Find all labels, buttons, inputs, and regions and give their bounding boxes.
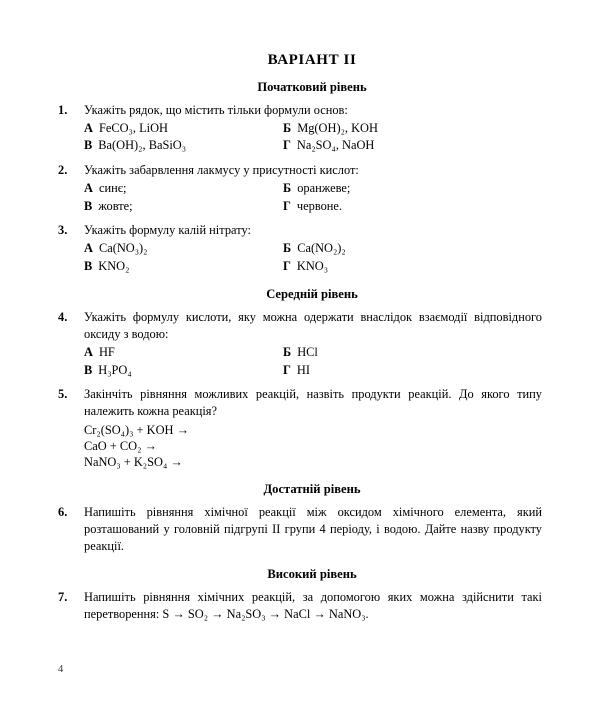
question-6-number: 6. — [58, 505, 68, 520]
option-letter: Г — [283, 138, 291, 153]
option-letter: А — [84, 180, 93, 195]
question-4 — [58, 309, 542, 379]
option-letter: Б — [283, 180, 292, 195]
option-text: H₃PO₄ — [98, 362, 132, 377]
option-text: FeCO₃, LiOH — [98, 120, 168, 135]
chemical-equation: NaNO₃ + K₂SO₄ → — [84, 455, 183, 470]
option-text: жовте; — [98, 198, 133, 213]
option-v[interactable] — [84, 137, 283, 155]
option-letter: А — [84, 344, 93, 359]
question-2 — [58, 162, 542, 215]
question-1-body — [84, 102, 542, 155]
level-heading-sufficient: Достатній рівень — [263, 482, 361, 497]
question-4-number: 4. — [58, 310, 68, 325]
option-v[interactable] — [84, 258, 283, 276]
question-1-stem: Укажіть рядок, що містить тільки формули основ: — [84, 103, 348, 117]
option-text: Ba(OH)₂, BaSiO₃ — [98, 138, 187, 153]
option-text: синє; — [98, 180, 127, 195]
question-6 — [58, 504, 542, 555]
question-2-options — [84, 180, 542, 215]
option-a[interactable] — [84, 120, 283, 138]
option-b[interactable] — [283, 344, 542, 362]
level-heading-beginner: Початковий рівень — [257, 80, 367, 94]
question-5-equations — [84, 422, 542, 470]
question-5 — [58, 386, 542, 470]
question-6-body — [84, 504, 542, 555]
question-2-stem: Укажіть забарвлення лакмусу у присутності кислот: — [84, 163, 359, 178]
question-1-number: 1. — [58, 103, 68, 117]
level-heading-middle: Середній рівень — [266, 287, 358, 302]
question-4-options — [84, 344, 542, 379]
question-3-number: 3. — [58, 223, 68, 238]
option-letter: В — [84, 198, 93, 213]
option-text: Ca(NO₃)₂ — [98, 241, 148, 256]
question-7-number: 7. — [58, 589, 68, 604]
question-7 — [58, 589, 542, 623]
question-4-stem: Укажіть формулу кислоти, яку можна одержати внаслідок взаємодії відповідного оксиду з водою: — [84, 310, 542, 342]
option-letter: Г — [283, 258, 291, 273]
option-row — [84, 120, 542, 138]
option-a[interactable] — [84, 180, 283, 198]
option-row — [84, 362, 542, 380]
question-5-number: 5. — [58, 387, 68, 402]
option-text: HCl — [297, 344, 318, 359]
level-heading-high: Високий рівень — [267, 566, 357, 581]
option-letter: В — [84, 138, 93, 153]
question-3 — [58, 222, 542, 275]
option-letter: Г — [283, 198, 291, 213]
option-text: KNO₃ — [296, 258, 329, 273]
option-text: червоне. — [296, 198, 343, 213]
option-g[interactable] — [283, 137, 542, 155]
option-row — [84, 180, 542, 198]
option-v[interactable] — [84, 198, 283, 216]
option-row — [84, 240, 542, 258]
option-text: HF — [98, 344, 115, 359]
option-letter: Б — [283, 120, 292, 135]
question-5-body — [84, 386, 542, 470]
option-b[interactable] — [283, 120, 542, 138]
option-letter: В — [84, 362, 93, 377]
option-v[interactable] — [84, 362, 283, 380]
question-3-stem: Укажіть формулу калій нітрату: — [84, 223, 251, 238]
question-2-number: 2. — [58, 163, 68, 178]
option-g[interactable] — [283, 198, 542, 216]
option-row — [84, 258, 542, 276]
option-letter: А — [84, 241, 93, 256]
option-b[interactable] — [283, 240, 542, 258]
question-5-stem: Закінчіть рівняння можливих реакцій, назвіть продукти реакцій. До якого типу належить кожна реакція? — [84, 387, 542, 419]
option-letter: В — [84, 258, 93, 273]
option-text: Ca(NO₂)₂ — [297, 241, 346, 256]
option-b[interactable] — [283, 180, 542, 198]
option-g[interactable] — [283, 362, 542, 380]
question-3-options — [84, 240, 542, 275]
question-4-body — [84, 309, 542, 379]
option-letter: А — [84, 120, 93, 135]
question-1 — [58, 102, 542, 155]
option-letter: Б — [283, 241, 292, 256]
option-g[interactable] — [283, 258, 542, 276]
option-text: Mg(OH)₂, KOH — [297, 120, 378, 135]
option-a[interactable] — [84, 240, 283, 258]
page-number: 4 — [58, 664, 64, 675]
option-text: Na₂SO₄, NaOH — [296, 138, 375, 153]
question-7-stem: Напишіть рівняння хімічних реакцій, за допомогою яких можна здійснити такі перетворення: S → SO₂ → Na₂SO₃ → NaCl → NaNO₃. — [84, 589, 542, 621]
option-text: KNO₂ — [98, 258, 130, 273]
question-7-body — [84, 589, 542, 623]
option-a[interactable] — [84, 344, 283, 362]
option-text: HI — [296, 362, 310, 377]
page-title: ВАРІАНТ II — [267, 52, 357, 68]
question-2-body — [84, 162, 542, 215]
chemical-equation: Cr₂(SO₄)₃ + KOH → — [84, 422, 189, 437]
option-row — [84, 137, 542, 155]
option-text: оранжеве; — [297, 180, 351, 195]
chemical-equation: CaO + CO₂ → — [84, 439, 157, 454]
question-3-body — [84, 222, 542, 275]
option-row — [84, 198, 542, 216]
question-6-stem: Напишіть рівняння хімічної реакції між оксидом хімічного елемента, який розташований у головній підгрупі II групи 4 періоду, і водою. Дайте назву продукту реакції. — [84, 505, 542, 553]
option-row — [84, 344, 542, 362]
question-1-options — [84, 120, 542, 155]
option-letter: Г — [283, 362, 291, 377]
option-letter: Б — [283, 344, 292, 359]
